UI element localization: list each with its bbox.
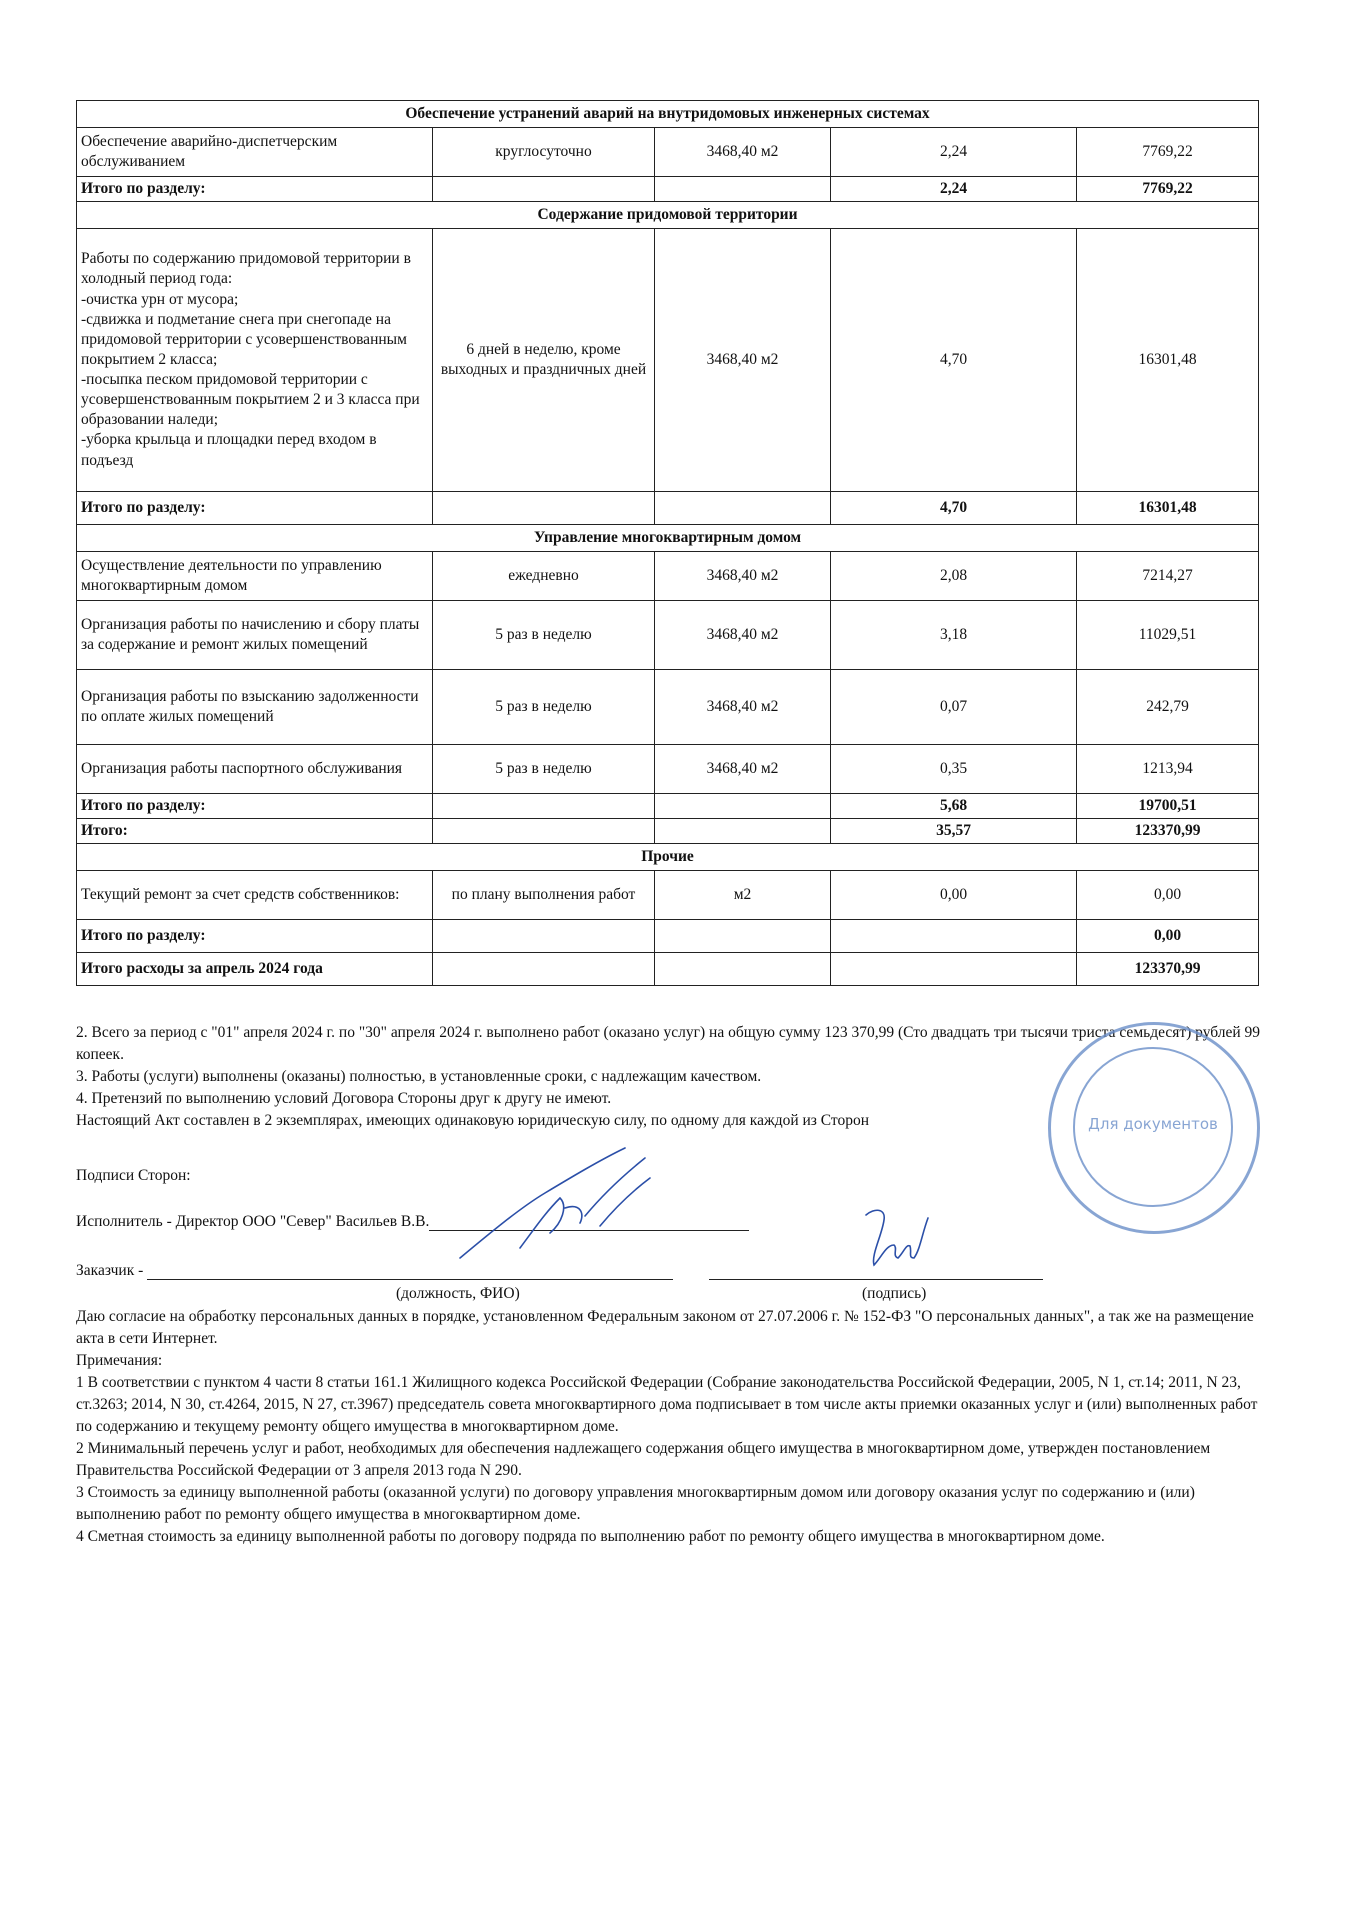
company-stamp bbox=[1048, 1022, 1260, 1234]
executor-label: Исполнитель - Директор ООО "Север" Васильев В.В. bbox=[76, 1213, 430, 1230]
table-row: Организация работы по взысканию задолженности по оплате жилых помещений 5 раз в неделю 3468,40 м2 0,07 242,79 bbox=[77, 670, 1259, 745]
table-row: Работы по содержанию придомовой территории в холодный период года: -очистка урн от мусора; -сдвижка и подметание снега при снегопаде на придомовой территории с усовершенствованным покрытием 2 класса; -посыпка песком придомовой территории с усовершенствованным покрытием 2 и 3 класса при образовании наледи; -уборка крыльца и площадки перед входом в подъезд 6 дней в неделю, кроме выходных и праздничных дней 3468,40 м2 4,70 16301,48 bbox=[77, 229, 1259, 492]
stamp-inner-ring: Для документов bbox=[1073, 1047, 1233, 1207]
notes-block bbox=[76, 1306, 1266, 1548]
caption-position: (должность, ФИО) bbox=[396, 1285, 520, 1302]
services-table bbox=[76, 100, 1259, 986]
customer-signature bbox=[846, 1200, 936, 1280]
note-item: 1 В соответствии с пунктом 4 части 8 статьи 161.1 Жилищного кодекса Российской Федерации (Собрание законодательства Российской Федерации, 2005, N 1, ст.14; 2011, N 23, ст.3263; 2014, N 30, ст.4264, 2015, N 27, ст.3967) председатель совета многоквартирного дома подписывает в том числе акты приемки оказанных услуг и (или) выполненных работ по содержанию и текущему ремонту общего имущества в многоквартирном доме. bbox=[76, 1374, 1258, 1435]
table-row: Обеспечение аварийно-диспетчерским обслуживанием круглосуточно 3468,40 м2 2,24 7769,22 bbox=[77, 128, 1259, 177]
consent-text: Даю согласие на обработку персональных данных в порядке, установленном Федеральным законом от 27.07.2006 г. № 152-ФЗ "О персональных данных", а так же на размещение акта в сети Интернет. bbox=[76, 1308, 1254, 1347]
paragraph-copies: Настоящий Акт составлен в 2 экземплярах, имеющих одинаковую юридическую силу, по одному для каждой из Сторон bbox=[76, 1112, 870, 1129]
section-header-management: Управление многоквартирным домом bbox=[77, 525, 1259, 552]
note-item: 3 Стоимость за единицу выполненной работы (оказанной услуги) по договору управления многоквартирным домом или договору оказания услуг по содержанию и (или) выполнению работ по ремонту общего имущества в многоквартирном доме. bbox=[76, 1484, 1195, 1523]
section-header-other: Прочие bbox=[77, 844, 1259, 871]
section-total-row: Итого по разделу: 4,70 16301,48 bbox=[77, 492, 1259, 525]
note-item: 2 Минимальный перечень услуг и работ, необходимых для обеспечения надлежащего содержания общего имущества в многоквартирном доме, утвержден постановлением Правительства Российской Федерации от 3 апреля 2013 года N 290. bbox=[76, 1440, 1211, 1479]
customer-label: Заказчик - bbox=[76, 1262, 144, 1279]
section-header-territory: Содержание придомовой территории bbox=[77, 202, 1259, 229]
customer-position-line bbox=[147, 1279, 673, 1280]
caption-signature: (подпись) bbox=[862, 1285, 927, 1302]
signatures-title: Подписи Сторон: bbox=[76, 1167, 191, 1184]
note-item: 4 Сметная стоимость за единицу выполненной работы по договору подряда по выполнению работ по ремонту общего имущества в многоквартирном доме. bbox=[76, 1528, 1105, 1545]
table-row: Осуществление деятельности по управлению многоквартирным домом ежедневно 3468,40 м2 2,08 7214,27 bbox=[77, 552, 1259, 601]
table-row: Организация работы по начислению и сбору платы за содержание и ремонт жилых помещений 5 раз в неделю 3468,40 м2 3,18 11029,51 bbox=[77, 601, 1259, 670]
paragraph-claims: 4. Претензий по выполнению условий Договора Стороны друг к другу не имеют. bbox=[76, 1090, 612, 1107]
final-total-row: Итого расходы за апрель 2024 года 123370,99 bbox=[77, 953, 1259, 986]
section-total-row: Итого по разделу: 5,68 19700,51 bbox=[77, 794, 1259, 819]
table-row: Текущий ремонт за счет средств собственников: по плану выполнения работ м2 0,00 0,00 bbox=[77, 871, 1259, 920]
notes-title: Примечания: bbox=[76, 1352, 163, 1369]
paragraph-quality: 3. Работы (услуги) выполнены (оказаны) полностью, в установленные сроки, с надлежащим качеством. bbox=[76, 1068, 762, 1085]
section-header-emergency: Обеспечение устранений аварий на внутридомовых инженерных системах bbox=[77, 101, 1259, 128]
grand-total-row: Итого: 35,57 123370,99 bbox=[77, 819, 1259, 844]
section-total-row: Итого по разделу: 0,00 bbox=[77, 920, 1259, 953]
table-row: Организация работы паспортного обслуживания 5 раз в неделю 3468,40 м2 0,35 1213,94 bbox=[77, 745, 1259, 794]
paragraph-total: 2. Всего за период с "01" апреля 2024 г. по "30" апреля 2024 г. выполнено работ (оказано услуг) на общую сумму 123 370,99 (Сто двадцать три тысячи триста семьдесят) рублей 99 копеек. bbox=[76, 1024, 1261, 1063]
section-total-row: Итого по разделу: 2,24 7769,22 bbox=[77, 177, 1259, 202]
executor-signature bbox=[450, 1138, 680, 1268]
territory-works-cell: Работы по содержанию придомовой территории в холодный период года: -очистка урн от мусора; -сдвижка и подметание снега при снегопаде на придомовой территории с усовершенствованным покрытием 2 класса; -посыпка песком придомовой территории с усовершенствованным покрытием 2 и 3 класса при образовании наледи; -уборка крыльца и площадки перед входом в подъезд bbox=[77, 229, 433, 492]
